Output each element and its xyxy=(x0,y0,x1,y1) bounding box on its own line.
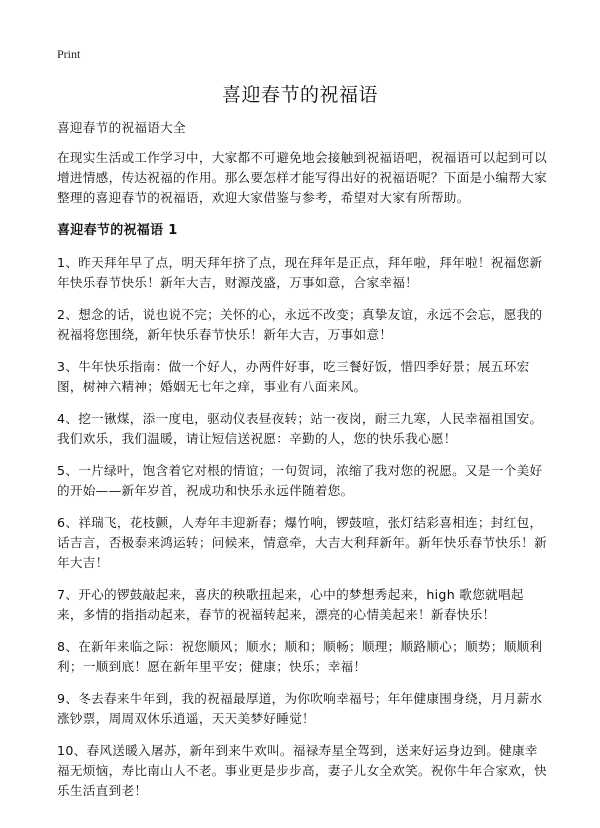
greeting-paragraph-7: 7、开心的锣鼓敲起来，喜庆的秧歌扭起来，心中的梦想秀起来，high 歌您就唱起来，多情的指指动起来，春节的祝福转起来，漂亮的心情美起来！新春快乐！ xyxy=(57,587,524,622)
document-body xyxy=(57,118,549,813)
greeting-paragraph-9: 9、冬去春来牛年到，我的祝福最厚道，为你吹响幸福号；年年健康围身绕，月月薪水涨钞票，周周双休乐逍遥，天天美梦好睡觉！ xyxy=(57,691,543,726)
document-subtitle: 喜迎春节的祝福语大全 xyxy=(57,120,186,135)
greeting-paragraph-3: 3、牛年快乐指南：做一个好人，办两件好事，吃三餐好饭，惜四季好景；展五环宏图，树神六精神；婚姻无七年之痒，事业有八面来风。 xyxy=(57,359,530,394)
page-title: 喜迎春节的祝福语 xyxy=(221,84,378,106)
intro-paragraph: 在现实生活或工作学习中，大家都不可避免地会接触到祝福语吧，祝福语可以起到可以增进情感，传达祝福的作用。那么要怎样才能写得出好的祝福语呢？下面是小编帮大家整理的喜迎春节的祝福语，欢迎大家借鉴与参考，希望对大家有所帮助。 xyxy=(57,150,547,205)
greeting-paragraph-8: 8、在新年来临之际：祝您顺风；顺水；顺和；顺畅；顺理；顺路顺心；顺势；顺顺利利；一顺到底！愿在新年里平安；健康；快乐；幸福！ xyxy=(57,639,543,674)
print-label[interactable]: Print xyxy=(57,47,81,61)
greeting-paragraph-10: 10、春风送暖入屠苏，新年到来牛欢叫。福禄寿星全驾到，送来好运身边到。健康幸福无烦恼，寿比南山人不老。事业更是步步高，妻子儿女全欢笑。祝你牛年合家欢，快乐生活直到老！ xyxy=(57,743,547,798)
greeting-paragraph-2: 2、想念的话，说也说不完；关怀的心，永远不改变；真挚友谊，永远不会忘，愿我的祝福将您围绕，新年快乐春节快乐！新年大吉，万事如意！ xyxy=(57,307,543,342)
greeting-paragraph-4: 4、挖一锹煤，添一度电，驱动仪表昼夜转；站一夜岗，耐三九寒，人民幸福祖国安。我们欢乐，我们温暖，请让短信送祝愿：辛勤的人，您的快乐我心愿！ xyxy=(57,411,543,446)
greeting-paragraph-6: 6、祥瑞飞，花枝颤，人寿年丰迎新春；爆竹响，锣鼓喧，张灯结彩喜相连；封红包，话吉言，否极泰来鸿运转；问候来，情意牵，大吉大利拜新年。新年快乐春节快乐！新年大吉！ xyxy=(57,515,547,570)
greeting-paragraph-1: 1、昨天拜年早了点，明天拜年挤了点，现在拜年是正点，拜年啦，拜年啦！祝福您新年快乐春节快乐！新年大吉，财源茂盛，万事如意，合家幸福！ xyxy=(57,255,543,290)
section-heading: 喜迎春节的祝福语 1 xyxy=(57,223,178,238)
greeting-paragraph-5: 5、一片绿叶，饱含着它对根的情谊；一句贺词，浓缩了我对您的祝愿。又是一个美好的开始——新年岁首，祝成功和快乐永远伴随着您。 xyxy=(57,463,543,498)
